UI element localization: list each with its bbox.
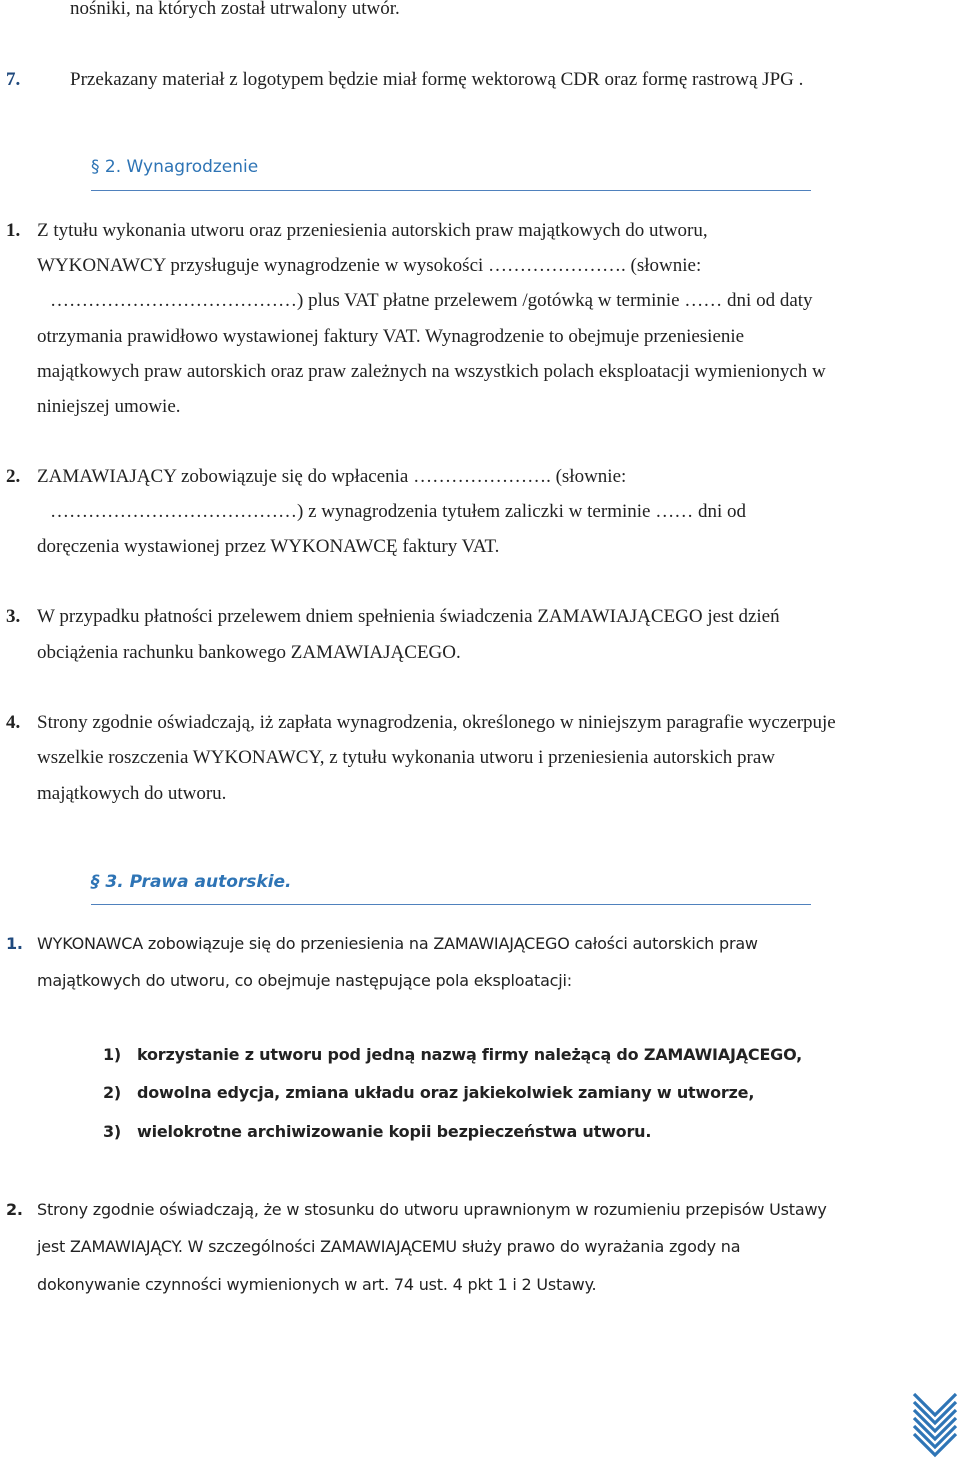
text-line: jest ZAMAWIAJĄCY. W szczególności ZAMAWIAJĄCEMU służy prawo do wyrażania zgody na (37, 1237, 741, 1256)
text-line: ZAMAWIAJĄCY zobowiązuje się do wpłacenia …………………. (słownie: (37, 466, 627, 487)
list-item-number: 2) (103, 1083, 122, 1102)
item-number: 2. (6, 1200, 23, 1219)
text-line: otrzymania prawidłowo wystawionej faktury VAT. Wynagrodzenie to obejmuje przeniesienie (37, 326, 745, 347)
item-number: 7. (6, 69, 21, 90)
list-item: korzystanie z utworu pod jedną nazwą firmy należącą do ZAMAWIAJĄCEGO, (137, 1045, 803, 1064)
text-line: wszelkie roszczenia WYKONAWCY, z tytułu wykonania utworu i przeniesienia autorskich praw (37, 747, 776, 768)
text-line: WYKONAWCA zobowiązuje się do przeniesienia na ZAMAWIAJĄCEGO całości autorskich praw (37, 934, 758, 953)
section-heading: § 3. Prawa autorskie. (91, 872, 292, 892)
text-line: nośniki, na których został utrwalony utwór. (70, 0, 400, 19)
heading-underline (91, 190, 811, 191)
text-line: Strony zgodnie oświadczają, iż zapłata wynagrodzenia, określonego w niniejszym paragrafie wyczerpuje (37, 712, 836, 733)
list-item: dowolna edycja, zmiana układu oraz jakiekolwiek zamiany w utworze, (137, 1083, 755, 1102)
text-line: Strony zgodnie oświadczają, że w stosunku do utworu uprawnionym w rozumieniu przepisów Ustawy (37, 1200, 827, 1219)
list-item: wielokrotne archiwizowanie kopii bezpieczeństwa utworu. (137, 1122, 652, 1141)
text-line: doręczenia wystawionej przez WYKONAWCĘ faktury VAT. (37, 536, 500, 557)
text-line: Z tytułu wykonania utworu oraz przeniesienia autorskich praw majątkowych do utworu, (37, 220, 708, 241)
text-line: …………………………………) plus VAT płatne przelewem /gotówką w terminie …… dni od daty (50, 290, 813, 311)
text-line: WYKONAWCY przysługuje wynagrodzenie w wysokości …………………. (słownie: (37, 255, 702, 276)
list-item-number: 1) (103, 1045, 122, 1064)
text-line: W przypadku płatności przelewem dniem spełnienia świadczenia ZAMAWIAJĄCEGO jest dzień (37, 606, 780, 627)
text-line: obciążenia rachunku bankowego ZAMAWIAJĄCEGO. (37, 642, 461, 663)
text-line: majątkowych do utworu. (37, 783, 227, 804)
text-line: Przekazany materiał z logotypem będzie miał formę wektorową CDR oraz formę rastrową JPG . (70, 69, 804, 90)
heading-underline (91, 904, 811, 905)
text-line: majątkowych do utworu, co obejmuje następujące pola eksploatacji: (37, 971, 572, 990)
item-number: 4. (6, 712, 21, 733)
item-number: 1. (6, 934, 23, 953)
item-number: 1. (6, 220, 21, 241)
text-line: dokonywanie czynności wymienionych w art. 74 ust. 4 pkt 1 i 2 Ustawy. (37, 1275, 597, 1294)
text-line: niniejszej umowie. (37, 396, 181, 417)
item-number: 3. (6, 606, 21, 627)
text-line: majątkowych praw autorskich oraz praw zależnych na wszystkich polach eksploatacji wymienionych w (37, 361, 826, 382)
list-item-number: 3) (103, 1122, 122, 1141)
text-line: …………………………………) z wynagrodzenia tytułem zaliczki w terminie …… dni od (50, 501, 746, 522)
section-heading: § 2. Wynagrodzenie (91, 157, 259, 177)
item-number: 2. (6, 466, 21, 487)
chevron-down-logo-icon (912, 1390, 958, 1460)
